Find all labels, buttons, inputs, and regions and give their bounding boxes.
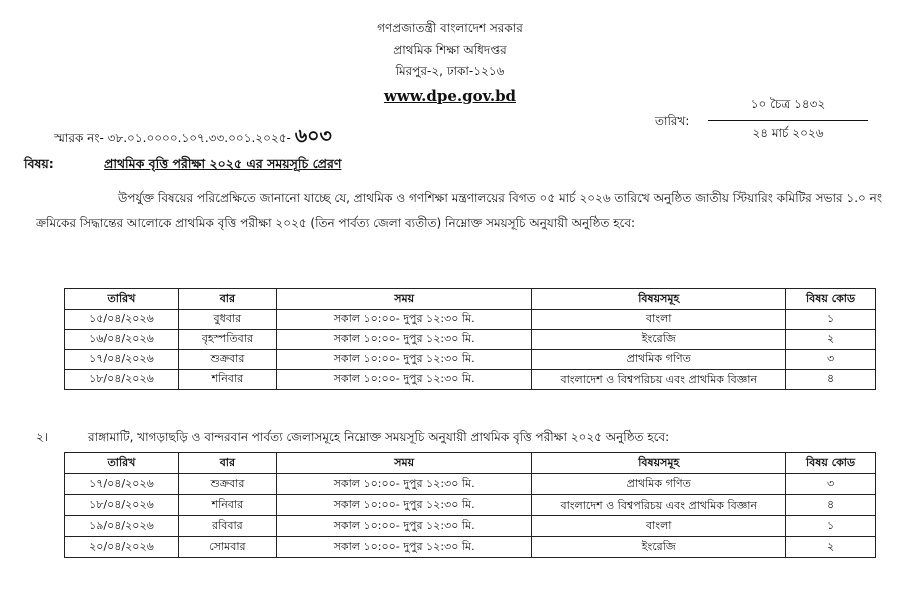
table-row <box>65 330 876 350</box>
cell-date: ২০/০৪/২০২৬ <box>65 537 179 558</box>
cell-day: শুক্রবার <box>178 474 276 495</box>
col-header-time: সময় <box>276 289 532 310</box>
header-directorate: প্রাথমিক শিক্ষা অধিদপ্তর <box>393 43 507 57</box>
date-gregorian: ২৪ মার্চ ২০২৬ <box>752 126 824 140</box>
col-header-subjects: বিষয়সমূহ <box>532 453 786 474</box>
cell-time: সকাল ১০:০০- দুপুর ১২:৩০ মি. <box>276 474 532 495</box>
header-government: গণপ্রজাতন্ত্রী বাংলাদেশ সরকার <box>377 21 523 35</box>
cell-date: ১৫/০৪/২০২৬ <box>65 310 179 330</box>
cell-code: ২ <box>786 330 876 350</box>
cell-subject: বাংলা <box>532 516 786 537</box>
col-header-code: বিষয় কোড <box>786 289 876 310</box>
header-address: মিরপুর-২, ঢাকা-১২১৬ <box>395 64 505 78</box>
cell-subject: প্রাথমিক গণিত <box>532 474 786 495</box>
date-block <box>708 96 868 145</box>
cell-code: ৪ <box>786 495 876 516</box>
table-header-row <box>65 453 876 474</box>
col-header-day: বার <box>178 453 276 474</box>
cell-day: রবিবার <box>178 516 276 537</box>
cell-date: ১৮/০৪/২০২৬ <box>65 370 179 390</box>
date-bangla: ১০ চৈত্র ১৪৩২ <box>708 96 868 121</box>
table-row <box>65 310 876 330</box>
cell-code: ২ <box>786 537 876 558</box>
cell-time: সকাল ১০:০০- দুপুর ১২:৩০ মি. <box>276 310 532 330</box>
cell-subject: বাংলাদেশ ও বিশ্বপরিচয় এবং প্রাথমিক বিজ্ঞান <box>532 495 786 516</box>
cell-time: সকাল ১০:০০- দুপুর ১২:৩০ মি. <box>276 516 532 537</box>
cell-code: ৩ <box>786 474 876 495</box>
cell-subject: বাংলা <box>532 310 786 330</box>
cell-time: সকাল ১০:০০- দুপুর ১২:৩০ মি. <box>276 537 532 558</box>
table-row <box>65 350 876 370</box>
col-header-date: তারিখ <box>65 289 179 310</box>
cell-day: সোমবার <box>178 537 276 558</box>
schedule-table-hill-districts <box>64 452 876 558</box>
memo-handwritten-number: ৬০৩ <box>294 125 332 147</box>
schedule-table-general <box>64 288 876 390</box>
cell-date: ১৯/০৪/২০২৬ <box>65 516 179 537</box>
paragraph-hill-districts <box>36 429 882 449</box>
cell-day: শনিবার <box>178 370 276 390</box>
table-row <box>65 537 876 558</box>
col-header-code: বিষয় কোড <box>786 453 876 474</box>
col-header-day: বার <box>178 289 276 310</box>
subject-text: প্রাথমিক বৃত্তি পরীক্ষা ২০২৫ এর সময়সূচি প্রেরণ <box>104 156 342 171</box>
header-website-link[interactable]: www.dpe.gov.bd <box>383 87 517 105</box>
cell-code: ১ <box>786 516 876 537</box>
cell-time: সকাল ১০:০০- দুপুর ১২:৩০ মি. <box>276 330 532 350</box>
table-row <box>65 370 876 390</box>
subject-label: বিষয়: <box>24 156 54 171</box>
cell-date: ১৮/০৪/২০২৬ <box>65 495 179 516</box>
col-header-time: সময় <box>276 453 532 474</box>
cell-date: ১৭/০৪/২০২৬ <box>65 350 179 370</box>
subject-line <box>24 156 341 176</box>
memo-number-line <box>54 122 332 154</box>
paragraph-hill-text: রাঙ্গামাটি, খাগড়াছড়ি ও বান্দরবান পার্বত্য জেলাসমূহে নিম্নোক্ত সময়সূচি অনুযায়ী প্রাথমিক বৃত্তি পরীক্ষা ২০২৫ অনুষ্ঠিত হবে: <box>88 430 670 444</box>
cell-subject: বাংলাদেশ ও বিশ্বপরিচয় এবং প্রাথমিক বিজ্ঞান <box>532 370 786 390</box>
cell-code: ৪ <box>786 370 876 390</box>
cell-time: সকাল ১০:০০- দুপুর ১২:৩০ মি. <box>276 370 532 390</box>
cell-subject: ইংরেজি <box>532 537 786 558</box>
paragraph-number: ২। <box>36 430 49 444</box>
date-label: তারিখ: <box>655 114 690 128</box>
cell-date: ১৭/০৪/২০২৬ <box>65 474 179 495</box>
col-header-subjects: বিষয়সমূহ <box>532 289 786 310</box>
cell-day: বুধবার <box>178 310 276 330</box>
cell-code: ১ <box>786 310 876 330</box>
memo-number: স্মারক নং- ৩৮.০১.০০০০.১০৭.৩৩.০০১.২০২৫- <box>54 131 291 145</box>
table-row <box>65 516 876 537</box>
table-row <box>65 474 876 495</box>
cell-code: ৩ <box>786 350 876 370</box>
cell-time: সকাল ১০:০০- দুপুর ১২:৩০ মি. <box>276 495 532 516</box>
cell-subject: প্রাথমিক গণিত <box>532 350 786 370</box>
cell-time: সকাল ১০:০০- দুপুর ১২:৩০ মি. <box>276 350 532 370</box>
cell-day: বৃহস্পতিবার <box>178 330 276 350</box>
table-header-row <box>65 289 876 310</box>
table-row <box>65 495 876 516</box>
cell-date: ১৬/০৪/২০২৬ <box>65 330 179 350</box>
paragraph-intro: উপর্যুক্ত বিষয়ের পরিপ্রেক্ষিতে জানানো যাচ্ছে যে, প্রাথমিক ও গণশিক্ষা মন্ত্রণালয়ের বিগত ০৫ মার্চ ২০২৬ তারিখে অনুষ্ঠিত জাতীয় স্টিয়ারিং কমিটির সভার ১.০ নং ক্রমিকের সিদ্ধান্তের আলোকে প্রাথমিক বৃত্তি পরীক্ষা ২০২৫ (তিন পার্বত্য জেলা ব্যতীত) নিম্নোক্ত সময়সূচি অনুযায়ী অনুষ্ঠিত হবে: <box>36 191 882 230</box>
cell-day: শুক্রবার <box>178 350 276 370</box>
cell-subject: ইংরেজি <box>532 330 786 350</box>
cell-day: শনিবার <box>178 495 276 516</box>
col-header-date: তারিখ <box>65 453 179 474</box>
